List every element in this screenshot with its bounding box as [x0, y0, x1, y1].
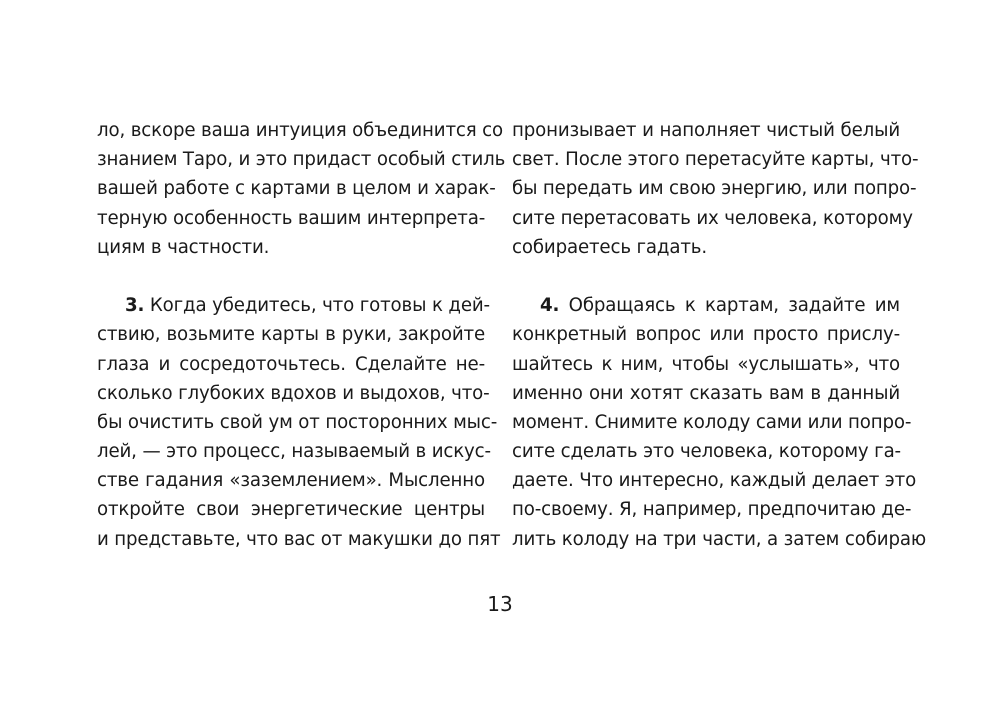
- text-line: знанием Таро, и это придаст особый стиль: [97, 149, 506, 171]
- text-line: момент. Снимите колоду сами или попро-: [512, 411, 912, 433]
- text-line: вашей работе с картами в целом и харак-: [97, 178, 496, 200]
- step-text: Когда убедитесь, что готовы к дей-: [149, 295, 490, 317]
- page-number: 13: [487, 592, 513, 616]
- text-line: [512, 291, 900, 320]
- text-line: шайтесь к ним, чтобы «услышать», что: [512, 353, 900, 375]
- text-line: сколько глубоких вдохов и выдохов, что-: [97, 382, 490, 404]
- text-line: терную особенность вашим интерпрета-: [97, 207, 486, 229]
- text-line: бы очистить свой ум от посторонних мыс-: [97, 411, 498, 433]
- text-line: ло, вскоре ваша интуиция объединится со: [97, 120, 503, 141]
- paragraph-gap: [512, 262, 900, 291]
- step-number: 4.: [540, 295, 560, 317]
- paragraph-step-4: [512, 291, 926, 554]
- text-line: откройте свои энергетические центры: [97, 499, 485, 521]
- text-line: свет. После этого перетасуйте карты, что-: [512, 149, 919, 171]
- text-line: по-своему. Я, например, предпочитаю де-: [512, 499, 912, 521]
- text-line: глаза и сосредоточьтесь. Сделайте не-: [97, 353, 485, 375]
- paragraph-gap: [97, 262, 485, 291]
- paragraph-continuation: [512, 116, 919, 262]
- text-line: и представьте, что вас от макушки до пят: [97, 528, 501, 550]
- text-line: пронизывает и наполняет чистый белый: [512, 120, 900, 141]
- text-line: лить колоду на три части, а затем собираю: [512, 528, 926, 550]
- right-column: [512, 116, 926, 554]
- text-line: именно они хотят сказать вам в данный: [512, 382, 900, 404]
- left-column: [97, 116, 506, 554]
- text-line: даете. Что интересно, каждый делает это: [512, 470, 917, 492]
- text-line: стве гадания «заземлением». Мысленно: [97, 470, 485, 492]
- text-line: бы передать им свою энергию, или попро-: [512, 178, 917, 200]
- paragraph-continuation: [97, 116, 506, 262]
- paragraph-step-3: [97, 291, 501, 554]
- text-line: [97, 291, 490, 320]
- text-line: собираетесь гадать.: [512, 236, 707, 258]
- text-line: циям в частности.: [97, 236, 270, 258]
- step-text: Обращаясь к картам, задайте им: [568, 295, 900, 317]
- step-number: 3.: [125, 295, 145, 317]
- text-line: сите перетасовать их человека, которому: [512, 207, 913, 229]
- text-line: лей, — это процесс, называемый в искус-: [97, 441, 491, 463]
- text-line: сите сделать это человека, которому га-: [512, 441, 901, 463]
- text-line: конкретный вопрос или просто прислу-: [512, 324, 900, 346]
- text-line: ствию, возьмите карты в руки, закройте: [97, 324, 485, 346]
